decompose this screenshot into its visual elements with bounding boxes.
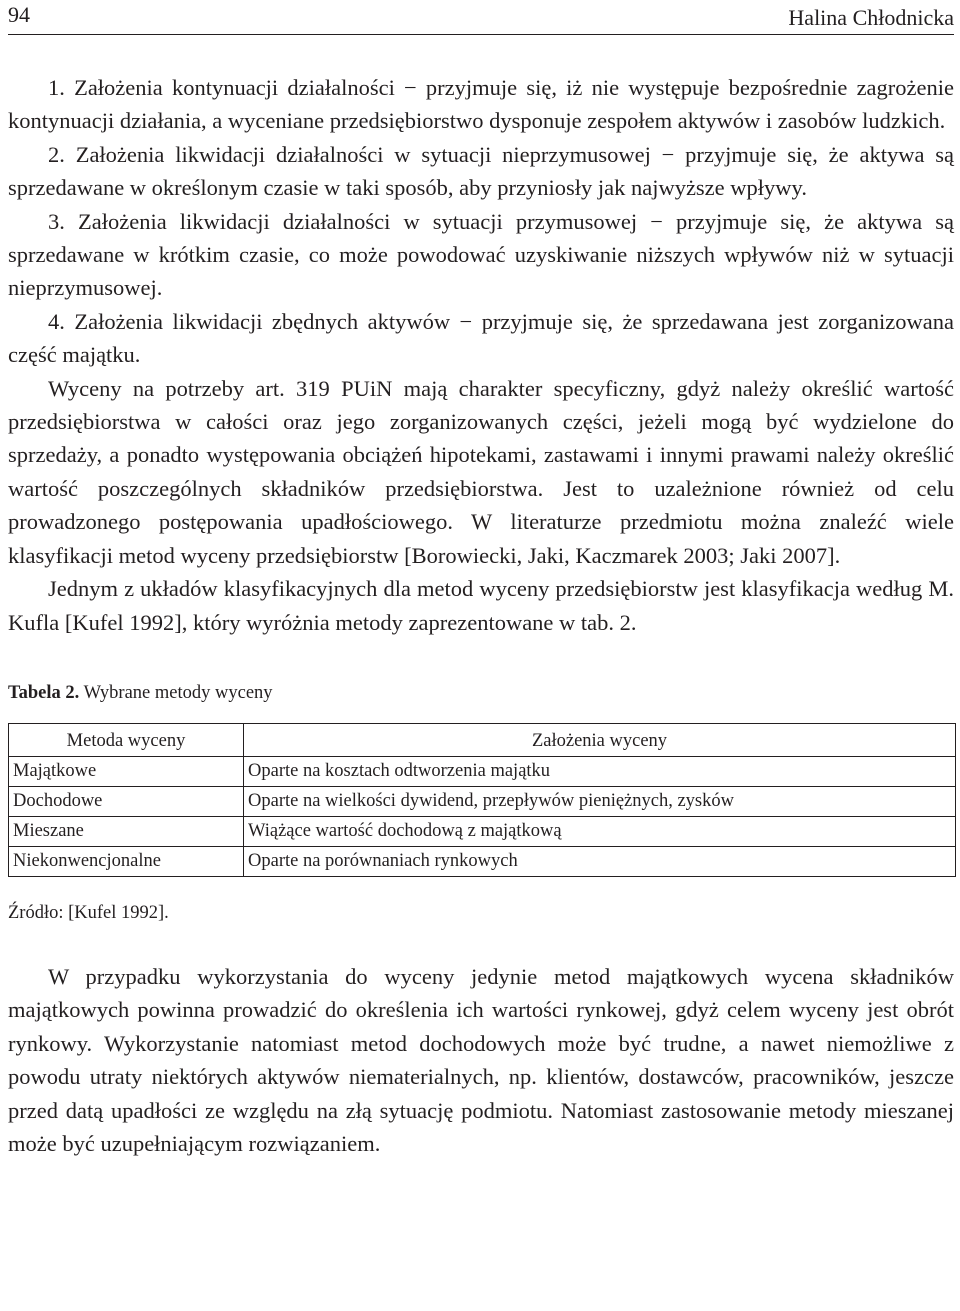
table-source: Źródło: [Kufel 1992].: [8, 902, 169, 923]
table-row: [9, 756, 956, 786]
paragraph-assumption-1: 1. Założenia kontynuacji działalności − przyjmuje się, iż nie występuje bezpośrednie zagrożenie kontynuacji działania, a wyceniane przedsiębiorstwo dysponuje zespołem aktywów i zasobów ludzkich.: [8, 75, 954, 134]
paragraph-valuation-art-319: Wyceny na potrzeby art. 319 PUiN mają charakter specyficzny, gdyż należy określić wartość przedsiębiorstwa w całości oraz jego zorganizowanych części, jeżeli mogą być wydzielone do sprzedaży, a ponadto występowania obciążeń hipotekami, zastawami i innymi prawami należy określić wartość poszczególnych składników przedsiębiorstwa. Jest to uzależnione również od celu prowadzonego postępowania upadłościowego. W literaturze przedmiotu można znaleźć wiele klasyfikacji metod wyceny przedsiębiorstw [Borowiecki, Jaki, Kaczmarek 2003; Jaki 2007].: [8, 375, 954, 568]
page-number: 94: [8, 2, 30, 27]
table-cell-method: Niekonwencjonalne: [9, 846, 244, 876]
table-cell-method: Mieszane: [9, 816, 244, 846]
document-page: [8, 0, 954, 1160]
table-cell-method: Majątkowe: [9, 756, 244, 786]
table-row: [9, 816, 956, 846]
table-header-row: [9, 723, 956, 756]
table-caption: [8, 681, 954, 705]
column-header-method: Metoda wyceny: [9, 723, 244, 756]
page-header: [8, 0, 954, 35]
column-header-assumptions: Założenia wyceny: [244, 723, 956, 756]
valuation-methods-table: [8, 723, 956, 877]
paragraph-assumption-4: 4. Założenia likwidacji zbędnych aktywów − przyjmuje się, że sprzedawana jest zorganizowana część majątku.: [8, 308, 954, 368]
table-caption-text: Wybrane metody wyceny: [79, 682, 273, 703]
table-cell-assumption: Oparte na wielkości dywidend, przepływów pieniężnych, zysków: [244, 786, 956, 816]
paragraph-asset-methods: W przypadku wykorzystania do wyceny jedynie metod majątkowych wycena składników majątkowych powinna prowadzić do określenia ich wartości rynkowej, gdyż celem wyceny jest obrót rynkowy. Wykorzystanie natomiast metod dochodowych może być trudne, a nawet niemożliwe z powodu utraty niektórych aktywów niematerialnych, np. klientów, dostawców, pracowników, jeszcze przed datą upadłości ze względu na złą sytuację podmiotu. Natomiast zastosowanie metody mieszanej może być uzupełniającym rozwiązaniem.: [8, 963, 954, 1156]
paragraph-assumption-2: 2. Założenia likwidacji działalności w sytuacji nieprzymusowej − przyjmuje się, że aktywa są sprzedawane w określonym czasie w taki sposób, aby przyniosły jak najwyższe wpływy.: [8, 141, 954, 201]
table-row: [9, 846, 956, 876]
table-cell-assumption: Wiążące wartość dochodową z majątkową: [244, 816, 956, 846]
table-cell-assumption: Oparte na kosztach odtworzenia majątku: [244, 756, 956, 786]
table-caption-label: Tabela 2.: [8, 682, 80, 703]
paragraph-classification: Jednym z układów klasyfikacyjnych dla metod wyceny przedsiębiorstw jest klasyfikacja według M. Kufla [Kufel 1992], który wyróżnia metody zaprezentowane w tab. 2.: [8, 576, 954, 635]
table-cell-method: Dochodowe: [9, 786, 244, 816]
table-row: [9, 786, 956, 816]
paragraph-assumption-3: 3. Założenia likwidacji działalności w sytuacji przymusowej − przyjmuje się, że aktywa są sprzedawane w krótkim czasie, co może powodować uzyskiwanie niższych wpływów niż w sytuacji nieprzymusowej.: [8, 208, 954, 301]
running-author: Halina Chłodnicka: [788, 5, 954, 30]
table-cell-assumption: Oparte na porównaniach rynkowych: [244, 846, 956, 876]
